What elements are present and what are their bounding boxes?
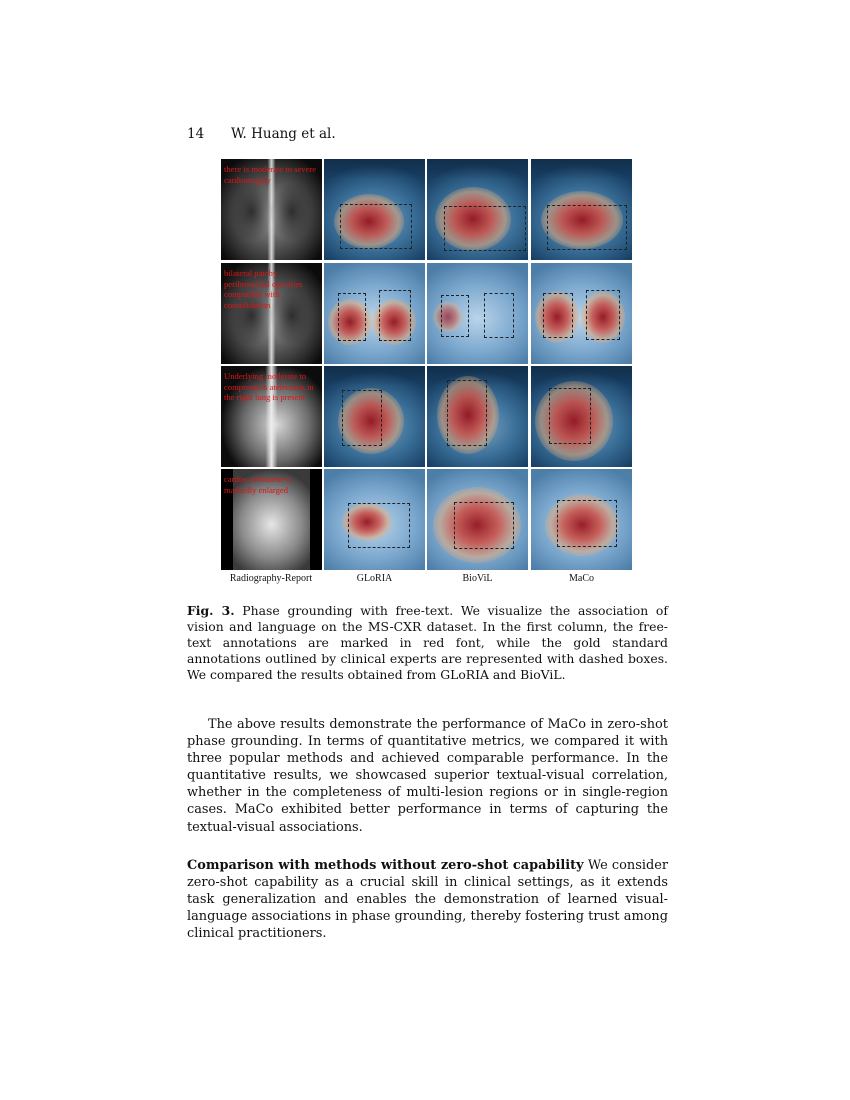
gloria-heatmap-3	[324, 366, 425, 467]
running-authors: W. Huang et al.	[231, 126, 336, 142]
biovil-heatmap-1	[427, 159, 528, 260]
body-paragraph-1: The above results demonstrate the performance of MaCo in zero-shot phase grounding. In terms of quantitative metrics, we compared it with three popular methods and achieved comparable performance. In the quantitative results, we showcased superior textual-visual correlation, whether in the completeness of multi-lesion regions or in single-region cases. MaCo exhibited better performance in terms of capturing the textual-visual associations.	[187, 717, 668, 835]
report-text-1: there is moderate to severe cardiomegaly	[224, 164, 317, 185]
radiograph-3	[221, 366, 322, 467]
figure-caption	[187, 603, 668, 683]
maco-heatmap-1	[531, 159, 632, 260]
column-label-biovil: BioViL	[462, 573, 493, 584]
maco-heatmap-4	[531, 469, 632, 570]
biovil-heatmap-4	[427, 469, 528, 570]
paragraph-heading: Comparison with methods without zero-shot capability	[187, 858, 584, 873]
report-text-2: bilateral patchy peribronchial opacities compatible with consolidation	[224, 268, 303, 310]
report-text-4: cardiac silhouette is markedly enlarged	[224, 474, 293, 495]
page-number: 14	[187, 126, 205, 142]
caption-text: Phase grounding with free-text. We visualize the association of vision and language on the MS-CXR dataset. In the first column, the free-text annotations are marked in red font, while the gold standard annotations outlined by clinical experts are represented with dashed boxes. We compared the results obtained from GLoRIA and BioViL.	[187, 603, 668, 682]
maco-heatmap-3	[531, 366, 632, 467]
page-header	[187, 126, 336, 142]
radiograph-4	[221, 469, 322, 570]
column-label-maco: MaCo	[569, 573, 594, 584]
body-paragraph-2	[187, 857, 668, 942]
radiograph-1	[221, 159, 322, 260]
gloria-heatmap-1	[324, 159, 425, 260]
biovil-heatmap-3	[427, 366, 528, 467]
gloria-heatmap-2	[324, 263, 425, 364]
column-label-report: Radiography-Report	[229, 573, 313, 584]
maco-heatmap-2	[531, 263, 632, 364]
biovil-heatmap-2	[427, 263, 528, 364]
radiograph-2	[221, 263, 322, 364]
caption-label: Fig. 3.	[187, 603, 235, 618]
gloria-heatmap-4	[324, 469, 425, 570]
column-label-gloria: GLoRIA	[356, 573, 393, 584]
paragraph-2-text: We consider zero-shot capability as a crucial skill in clinical settings, as it extends task generalization and enables the demonstration of learned visual-language associations in phase grounding, thereby fostering trust among clinical practitioners.	[187, 858, 668, 942]
report-text-3: Underlying moderate to compression atelectasis in the right lung is present	[224, 371, 314, 402]
